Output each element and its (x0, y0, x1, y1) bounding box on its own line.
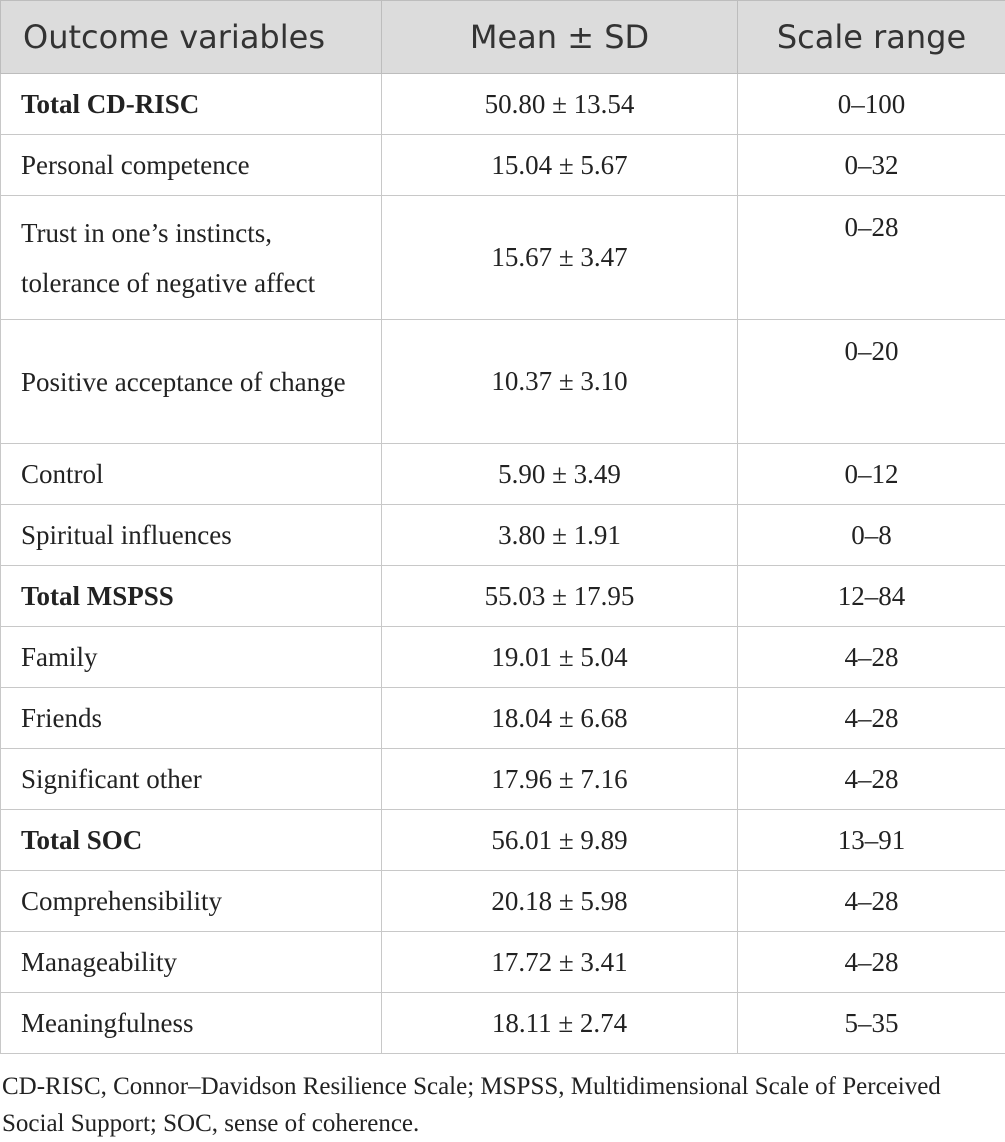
row-scale-range: 4–28 (738, 627, 1005, 688)
table-header-row (1, 1, 1005, 74)
row-scale-range: 4–28 (738, 749, 1005, 810)
table-row (1, 749, 1005, 810)
header-mean-sd: Mean ± SD (382, 1, 738, 74)
row-mean-sd: 55.03 ± 17.95 (382, 566, 738, 627)
row-outcome-name: Trust in one’s instincts, tolerance of negative affect (1, 196, 382, 320)
table-row (1, 135, 1005, 196)
table-row (1, 993, 1005, 1054)
row-scale-range: 4–28 (738, 871, 1005, 932)
table-body (1, 74, 1005, 1054)
row-outcome-name: Spiritual influences (1, 505, 382, 566)
row-mean-sd: 20.18 ± 5.98 (382, 871, 738, 932)
table-row (1, 810, 1005, 871)
table-row (1, 627, 1005, 688)
table-row (1, 74, 1005, 135)
row-outcome-name: Positive acceptance of change (1, 320, 382, 444)
table-row (1, 196, 1005, 320)
row-outcome-name: Significant other (1, 749, 382, 810)
row-mean-sd: 19.01 ± 5.04 (382, 627, 738, 688)
table-footnote: CD-RISC, Connor–Davidson Resilience Scale; MSPSS, Multidimensional Scale of Perceived Social Support; SOC, sense of coherence. (0, 1068, 1002, 1142)
table-row (1, 444, 1005, 505)
row-scale-range: 4–28 (738, 932, 1005, 993)
row-mean-sd: 15.04 ± 5.67 (382, 135, 738, 196)
table-row (1, 566, 1005, 627)
row-scale-range: 0–28 (738, 196, 1005, 320)
row-scale-range: 0–32 (738, 135, 1005, 196)
row-scale-range: 4–28 (738, 688, 1005, 749)
header-outcome-variables: Outcome variables (1, 1, 382, 74)
row-scale-range: 12–84 (738, 566, 1005, 627)
row-mean-sd: 10.37 ± 3.10 (382, 320, 738, 444)
row-outcome-name: Manageability (1, 932, 382, 993)
table-row (1, 932, 1005, 993)
row-scale-range: 5–35 (738, 993, 1005, 1054)
table-row (1, 871, 1005, 932)
row-outcome-name: Total CD-RISC (1, 74, 382, 135)
row-mean-sd: 18.04 ± 6.68 (382, 688, 738, 749)
row-scale-range: 0–12 (738, 444, 1005, 505)
row-scale-range: 0–20 (738, 320, 1005, 444)
row-mean-sd: 15.67 ± 3.47 (382, 196, 738, 320)
table-row (1, 505, 1005, 566)
row-mean-sd: 18.11 ± 2.74 (382, 993, 738, 1054)
row-scale-range: 13–91 (738, 810, 1005, 871)
row-mean-sd: 50.80 ± 13.54 (382, 74, 738, 135)
row-mean-sd: 3.80 ± 1.91 (382, 505, 738, 566)
row-scale-range: 0–8 (738, 505, 1005, 566)
row-mean-sd: 17.72 ± 3.41 (382, 932, 738, 993)
row-scale-range: 0–100 (738, 74, 1005, 135)
row-mean-sd: 17.96 ± 7.16 (382, 749, 738, 810)
row-outcome-name: Total MSPSS (1, 566, 382, 627)
row-outcome-name: Family (1, 627, 382, 688)
row-outcome-name: Total SOC (1, 810, 382, 871)
row-mean-sd: 56.01 ± 9.89 (382, 810, 738, 871)
row-outcome-name: Meaningfulness (1, 993, 382, 1054)
table-row (1, 688, 1005, 749)
row-outcome-name: Control (1, 444, 382, 505)
header-scale-range: Scale range (738, 1, 1005, 74)
row-outcome-name: Comprehensibility (1, 871, 382, 932)
table-row (1, 320, 1005, 444)
row-mean-sd: 5.90 ± 3.49 (382, 444, 738, 505)
row-outcome-name: Personal competence (1, 135, 382, 196)
row-outcome-name: Friends (1, 688, 382, 749)
